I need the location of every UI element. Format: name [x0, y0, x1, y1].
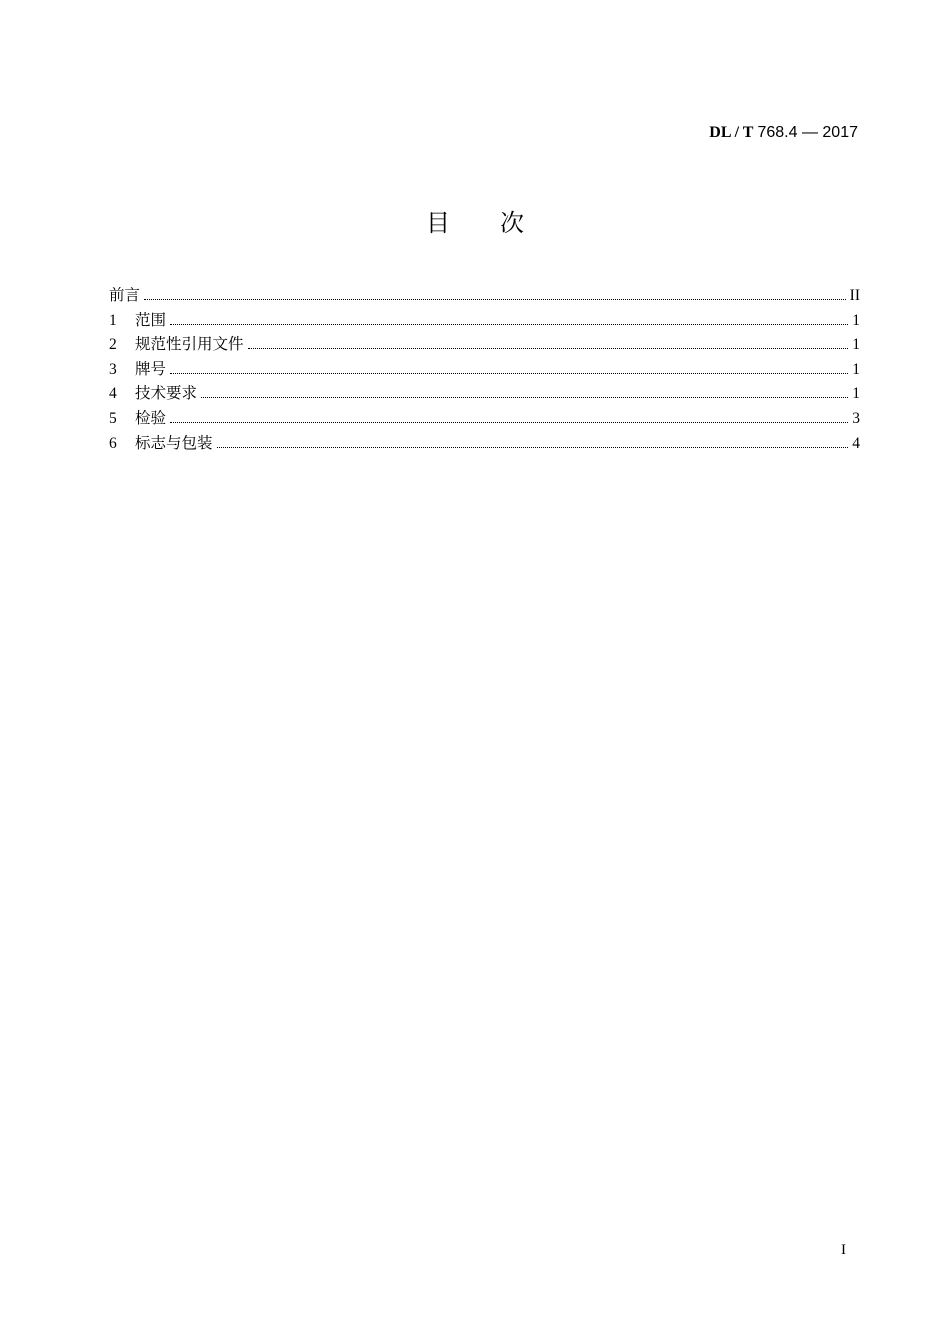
toc-entry-label: 检验: [135, 409, 167, 427]
toc-entry-technical-requirements[interactable]: [109, 382, 860, 407]
toc-leader-dots: [170, 324, 848, 325]
toc-entry-label: 前言: [109, 287, 141, 304]
toc-entry-page: 1: [852, 336, 860, 354]
toc-entry-label: 规范性引用文件: [135, 336, 244, 354]
toc-entry-number: 2: [109, 336, 117, 354]
page-title-char-1: 目: [426, 209, 450, 237]
toc-entry-number: 6: [109, 434, 117, 452]
toc-leader-dots: [217, 447, 849, 448]
page-title: [0, 203, 950, 238]
toc-entry-marking-and-packaging[interactable]: [109, 432, 860, 457]
toc-entry-label: 牌号: [135, 360, 167, 378]
toc-entry-number: 3: [109, 360, 117, 378]
standard-code-prefix: DL / T: [709, 124, 754, 141]
toc-entry-label: 技术要求: [135, 385, 198, 403]
toc-leader-dots: [144, 299, 846, 300]
toc-entry-foreword[interactable]: [109, 284, 860, 309]
toc-entry-grades[interactable]: [109, 358, 860, 383]
toc-entry-page: 1: [852, 385, 860, 403]
toc-entry-page: 1: [852, 360, 860, 378]
toc-entry-page: 4: [852, 434, 860, 452]
toc-entry-page: 1: [852, 311, 860, 329]
toc-leader-dots: [201, 397, 848, 398]
toc-entry-label: 标志与包装: [135, 434, 213, 452]
toc-entry-page: II: [849, 287, 860, 304]
standard-code: [709, 124, 858, 142]
toc-entry-normative-references[interactable]: [109, 333, 860, 358]
toc-entry-scope[interactable]: [109, 309, 860, 334]
toc-entry-label: 范围: [135, 311, 167, 329]
page-number: I: [841, 1242, 846, 1258]
toc-entry-page: 3: [852, 409, 860, 427]
toc-entry-inspection[interactable]: [109, 407, 860, 432]
toc-leader-dots: [248, 348, 849, 349]
toc-leader-dots: [170, 422, 848, 423]
toc-entry-number: 5: [109, 409, 117, 427]
toc-entry-number: 4: [109, 385, 117, 403]
table-of-contents: [109, 284, 860, 456]
standard-code-number: 768.4 — 2017: [757, 124, 858, 141]
toc-leader-dots: [170, 373, 848, 374]
toc-entry-number: 1: [109, 311, 117, 329]
page-title-char-2: 次: [500, 209, 524, 237]
